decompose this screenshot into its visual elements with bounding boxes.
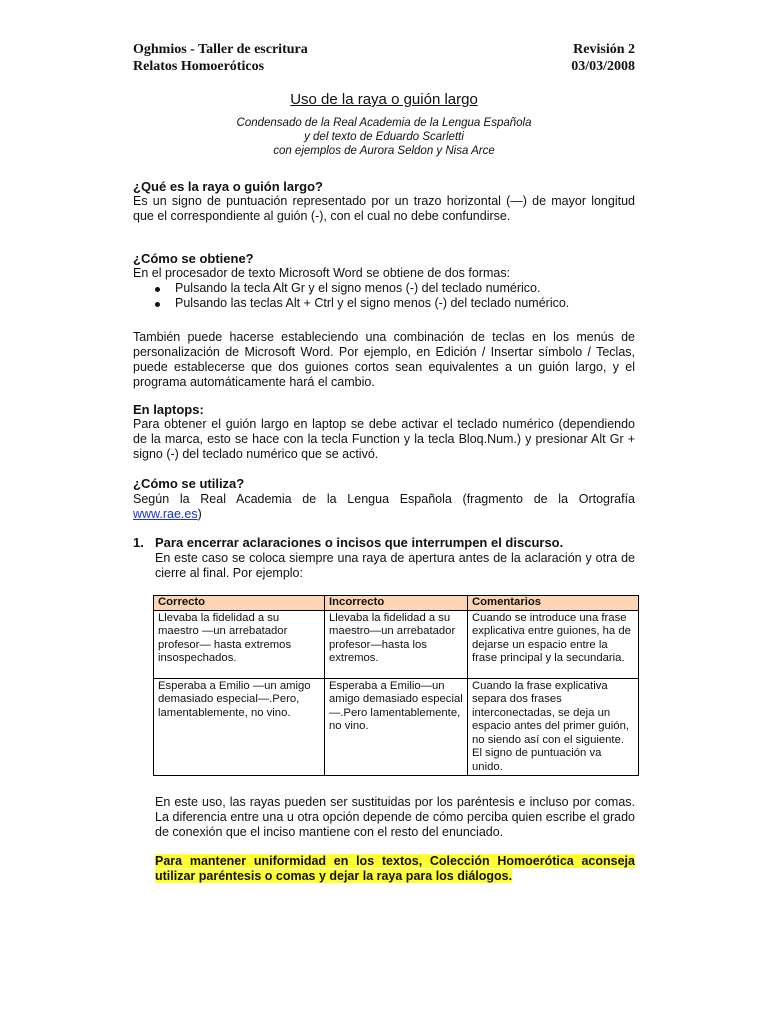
table-header-cell: Comentarios xyxy=(468,596,639,611)
table-row xyxy=(154,678,639,776)
paragraph-what: Es un signo de puntuación representado por un trazo horizontal (—) de mayor longitud que el correspondiente al guión (-), con el cual no debe confundirse. xyxy=(133,194,635,223)
table-cell: Esperaba a Emilio—un amigo demasiado especial—.Pero lamentablemente, no vino. xyxy=(325,678,468,776)
table-cell: Cuando la frase explicativa separa dos frases interconectadas, se deja un espacio antes del primer guión, no siendo así con el siguiente. El signo de puntuación va unido. xyxy=(468,678,639,776)
paragraph-how-intro: En el procesador de texto Microsoft Word se obtiene de dos formas: xyxy=(133,266,511,280)
header-date: 03/03/2008 xyxy=(571,59,635,74)
paragraph-after-table: En este uso, las rayas pueden ser sustituidas por los paréntesis e incluso por comas. La diferencia entre una u otra opción depende de cómo perciba quien escribe el grado de conexión que el inciso mantiene con el resto del enunciado. xyxy=(155,795,635,839)
subtitle-line-1: Condensado de la Real Academia de la Lengua Española xyxy=(236,117,532,129)
header-workshop: Oghmios - Taller de escritura xyxy=(133,42,308,57)
list-item xyxy=(133,296,635,311)
header-subject: Relatos Homoeróticos xyxy=(133,59,265,74)
table-cell: Cuando se introduce una frase explicativa entre guiones, ha de dejarse un espacio entre la frase principal y la secundaria. xyxy=(468,610,639,678)
heading-laptops: En laptops: xyxy=(133,402,204,417)
bullet-text: Pulsando las teclas Alt + Ctrl y el signo menos (-) del teclado numérico. xyxy=(175,296,570,310)
rae-link[interactable]: www.rae.es xyxy=(133,507,198,521)
recommendation-note xyxy=(155,854,635,884)
table-header-cell: Correcto xyxy=(154,596,325,611)
paragraph-use xyxy=(133,492,635,522)
table-cell: Llevaba la fidelidad a su maestro —un arrebatador profesor— hasta extremos insospechados. xyxy=(154,610,325,678)
item1-heading: Para encerrar aclaraciones o incisos que interrumpen el discurso. xyxy=(155,535,564,550)
recommendation-highlight: Para mantener uniformidad en los textos, Colección Homoerótica aconseja utilizar paréntesis o comas y dejar la raya para los diálogos. xyxy=(155,854,635,883)
subtitle-line-3: con ejemplos de Aurora Seldon y Nisa Arce xyxy=(273,145,495,157)
paragraph-use-suffix: ) xyxy=(197,507,202,521)
item1-number: 1. xyxy=(133,535,144,550)
table-cell: Esperaba a Emilio —un amigo demasiado especial—.Pero, lamentablemente, no vino. xyxy=(154,678,325,776)
heading-how: ¿Cómo se obtiene? xyxy=(133,251,254,266)
paragraph-laptops: Para obtener el guión largo en laptop se debe activar el teclado numérico (dependiendo de la marca, esto se hace con la tecla Function y la tecla Bloq.Num.) y presionar Alt Gr + signo (-) del teclado numérico que se activó. xyxy=(133,417,635,461)
header-right xyxy=(571,41,635,75)
document-title-wrap xyxy=(0,91,768,108)
table-row xyxy=(154,610,639,678)
subtitle-line-2: y del texto de Eduardo Scarletti xyxy=(304,131,464,143)
heading-use: ¿Cómo se utiliza? xyxy=(133,476,245,491)
table-header-cell: Incorrecto xyxy=(325,596,468,611)
examples-table xyxy=(153,595,639,776)
paragraph-use-text: Según la Real Academia de la Lengua Española (fragmento de la Ortografía xyxy=(133,492,635,506)
bullet-icon xyxy=(155,302,160,307)
document-title: Uso de la raya o guión largo xyxy=(290,91,478,108)
how-bullet-list xyxy=(133,281,635,311)
bullet-icon xyxy=(155,287,160,292)
header-left xyxy=(133,41,308,75)
table-header-row xyxy=(154,596,639,611)
bullet-text: Pulsando la tecla Alt Gr y el signo menos (-) del teclado numérico. xyxy=(175,281,541,295)
heading-what: ¿Qué es la raya o guión largo? xyxy=(133,179,323,194)
paragraph-how-extra: También puede hacerse estableciendo una combinación de teclas en los menús de personalización de Microsoft Word. Por ejemplo, en Edición / Insertar símbolo / Teclas, puede establecerse que dos guiones cortos sean equivalentes a un guión largo, y el programa automáticamente hará el cambio. xyxy=(133,330,635,389)
item1-paragraph: En este caso se coloca siempre una raya de apertura antes de la aclaración y otra de cierre al final. Por ejemplo: xyxy=(155,551,635,580)
list-item xyxy=(133,281,635,296)
header-revision: Revisión 2 xyxy=(573,42,635,57)
table-cell: Llevaba la fidelidad a su maestro—un arrebatador profesor—hasta los extremos. xyxy=(325,610,468,678)
